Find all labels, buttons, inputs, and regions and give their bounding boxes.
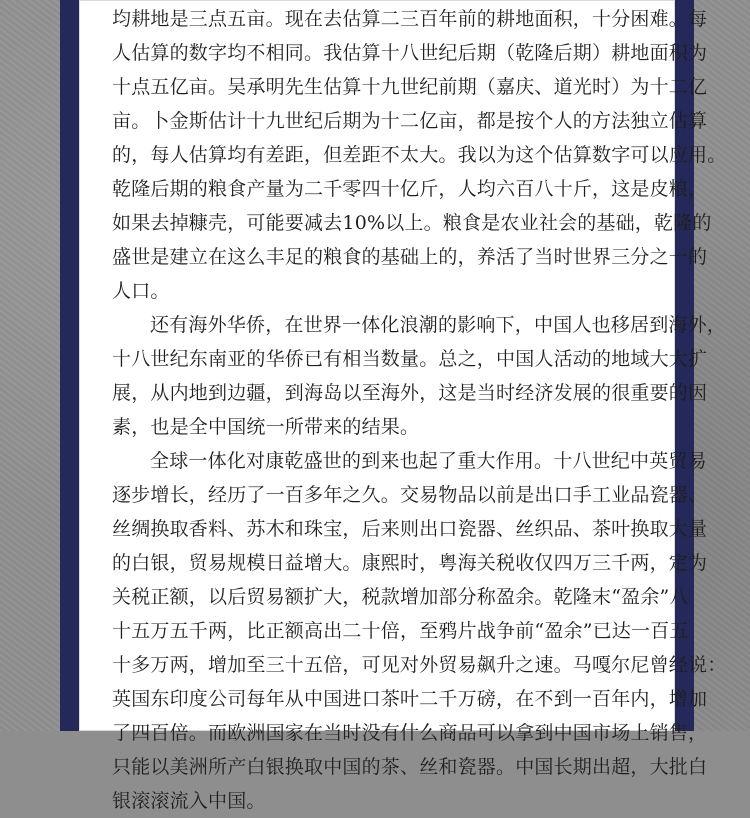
text-line: 全球一体化对康乾盛世的到来也起了重大作用。十八世纪中英贸易 xyxy=(150,450,707,472)
text-line: 人估算的数字均不相同。我估算十八世纪后期（乾隆后期）耕地面积为 xyxy=(112,42,708,64)
text-line: 盛世是建立在这么丰足的粮食的基础上的，养活了当时世界三分之一的 xyxy=(112,246,708,268)
text-line: 亩。卜金斯估计十九世纪后期为十二亿亩，都是按个人的方法独立估算 xyxy=(112,110,708,132)
text-line: 十点五亿亩。吴承明先生估算十九世纪前期（嘉庆、道光时）为十二亿 xyxy=(112,76,708,98)
text-line: 了四百倍。而欧洲国家在当时没有什么商品可以拿到中国市场上销售， xyxy=(112,722,708,744)
text-line: 素，也是全中国统一所带来的结果。 xyxy=(112,416,420,438)
text-line: 如果去掉糠壳，可能要减去10%以上。粮食是农业社会的基础，乾隆的 xyxy=(112,212,712,234)
text-line: 十八世纪东南亚的华侨已有相当数量。总之，中国人活动的地域大大扩 xyxy=(112,348,708,370)
text-line: 还有海外华侨，在世界一体化浪潮的影响下，中国人也移居到海外， xyxy=(150,314,727,336)
text-line: 关税正额，以后贸易额扩大，税款增加部分称盈余。乾隆末“盈余”八 xyxy=(112,586,689,608)
paragraph-overseas-chinese xyxy=(112,308,727,444)
paragraph-global-trade xyxy=(112,444,727,818)
text-line: 英国东印度公司每年从中国进口茶叶二千万磅，在不到一百年内，增加 xyxy=(112,688,708,710)
text-line: 展，从内地到边疆，到海岛以至海外，这是当时经济发展的很重要的因 xyxy=(112,382,708,404)
text-line: 的，每人估算均有差距，但差距不太大。我以为这个估算数字可以应用。 xyxy=(112,144,727,166)
article-text xyxy=(112,0,727,818)
text-line: 十五万五千两，比正额高出二十倍，至鸦片战争前“盈余”已达一百五 xyxy=(112,620,689,642)
text-line: 丝绸换取香料、苏木和珠宝，后来则出口瓷器、丝织品、茶叶换取大量 xyxy=(112,518,708,540)
text-line: 逐步增长，经历了一百多年之久。交易物品以前是出口手工业品瓷器、 xyxy=(112,484,708,506)
text-line: 人口。 xyxy=(112,280,170,302)
text-line: 只能以美洲所产白银换取中国的茶、丝和瓷器。中国长期出超，大批白 xyxy=(112,756,708,778)
text-line: 银滚滚流入中国。 xyxy=(112,790,266,812)
text-line: 的白银，贸易规模日益增大。康熙时，粤海关税收仅四万三千两，定为 xyxy=(112,552,708,574)
text-line: 均耕地是三点五亩。现在去估算二三百年前的耕地面积，十分困难。每 xyxy=(112,8,708,30)
paragraph-farmland xyxy=(112,2,727,308)
text-line: 乾隆后期的粮食产量为二千零四十亿斤，人均六百八十斤，这是皮粮， xyxy=(112,178,708,200)
text-line: 十多万两，增加至三十五倍，可见对外贸易飙升之速。马嘎尔尼曾经说： xyxy=(112,654,727,676)
